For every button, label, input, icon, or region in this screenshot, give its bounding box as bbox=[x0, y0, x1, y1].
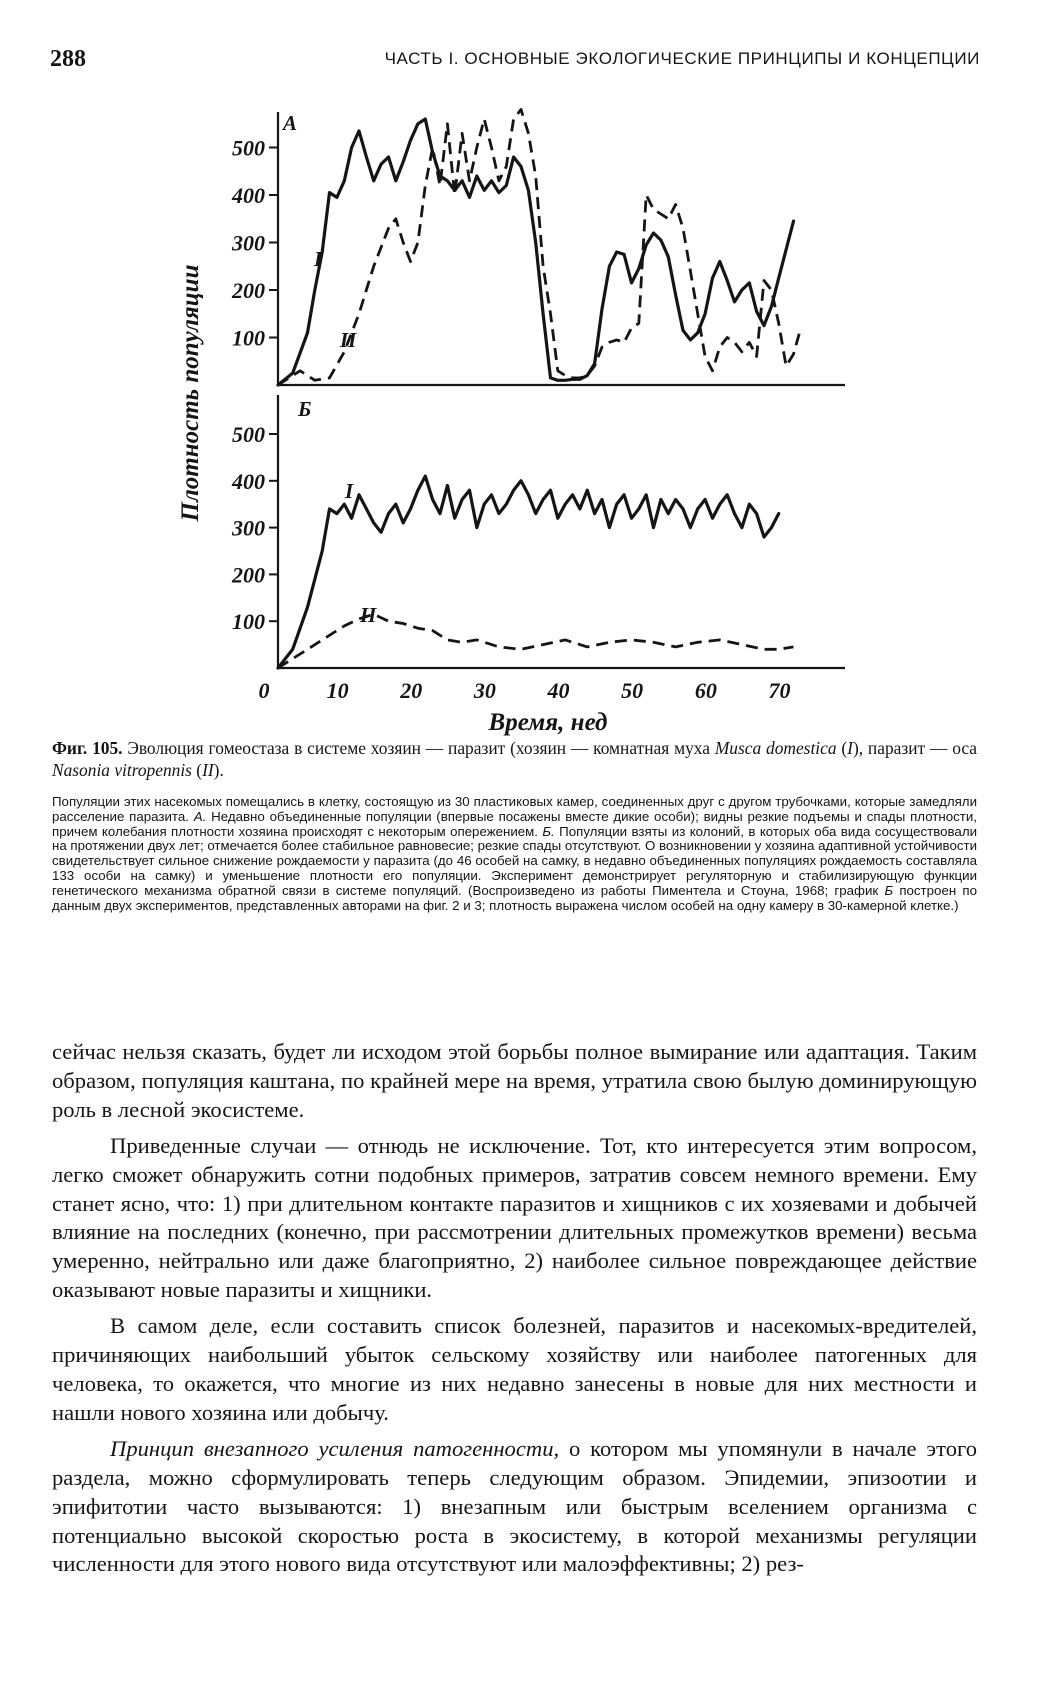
series-label: II bbox=[360, 603, 377, 627]
y-tick-label: 400 bbox=[232, 183, 265, 208]
parasite-species: Nasonia vitropennis bbox=[52, 760, 192, 780]
paragraph: В самом деле, если составить список болезней, паразитов и насекомых-вредителей, причиняющих наибольший убыток сельскому хозяйству или наиболее патогенных для человека, то окажется, что многие из них недавно занесены в новые для них местности и нашли нового хозяина или добычу. bbox=[52, 1313, 977, 1425]
figure-notes bbox=[52, 795, 977, 913]
page-number: 288 bbox=[50, 46, 86, 72]
y-tick-label: 200 bbox=[232, 278, 265, 303]
x-tick-label: 10 bbox=[326, 678, 349, 703]
series-label: I bbox=[314, 247, 323, 271]
panel-label: Б bbox=[298, 397, 312, 421]
notes-panel-ref: Б. bbox=[542, 823, 555, 839]
notes-text: построен по данным двух экспериментов, представленных авторами на фиг. 2 и 3; плотность выражена числом особей на одну камеру в 30-камерной клетке.) bbox=[52, 882, 977, 913]
series-host-line bbox=[278, 476, 779, 668]
notes-text: Недавно объединенные популяции (впервые посажены вместе дикие особи); видны резкие подъемы и спады плотности, причем колебания плотности хозяина происходят с некоторым опережением. bbox=[52, 808, 977, 839]
x-tick-label: 0 bbox=[258, 678, 270, 703]
y-tick-label: 200 bbox=[232, 562, 265, 588]
running-head: ЧАСТЬ I. ОСНОВНЫЕ ЭКОЛОГИЧЕСКИЕ ПРИНЦИПЫ И КОНЦЕПЦИИ bbox=[384, 49, 980, 68]
y-tick-label: 100 bbox=[232, 325, 265, 351]
caption-text: Эволюция гомеостаза в системе хозяин — паразит (хозяин — комнатная муха bbox=[122, 738, 715, 758]
population-chart bbox=[0, 0, 1038, 740]
series-label: I bbox=[345, 479, 354, 503]
paragraph-text: о котором мы упомянули в начале этого раздела, можно сформулировать теперь следующим образом. Эпидемии, эпизоотии и эпифитотии часто вызываются: 1) внезапным или быстрым вселением организма с потенциально высокой скоростью роста в экосистему, в которой механизмы регуляции численности для этого нового вида отсутствуют или малоэффективны; 2) рез- bbox=[52, 1435, 977, 1577]
y-axis-title: Плотность популяции bbox=[177, 264, 204, 522]
caption-text: ( bbox=[191, 760, 203, 780]
paragraph bbox=[52, 1435, 977, 1580]
chart-series bbox=[278, 110, 801, 669]
x-tick-label: 20 bbox=[400, 678, 423, 703]
y-tick-label: 500 bbox=[232, 422, 265, 447]
body-text bbox=[52, 1038, 977, 1579]
paragraph: сейчас нельзя сказать, будет ли исходом этой борьбы полное вымирание или адаптация. Таким образом, популяция каштана, по крайней мере на время, утратила свою былую доминирующую роль в лесной экосистеме. bbox=[52, 1039, 977, 1122]
x-tick-label: 70 bbox=[768, 678, 791, 703]
y-tick-label: 300 bbox=[232, 230, 265, 256]
host-species: Musca domestica bbox=[714, 738, 837, 758]
y-tick-label: 100 bbox=[232, 609, 265, 635]
y-tick-label: 300 bbox=[232, 515, 265, 541]
series-label: II bbox=[340, 328, 357, 352]
x-tick-label: 40 bbox=[547, 678, 570, 703]
caption-text: ), паразит — оса bbox=[852, 738, 977, 758]
notes-panel-ref: А. bbox=[193, 808, 207, 824]
host-roman-label: I bbox=[847, 738, 853, 758]
series-parasite-line bbox=[278, 614, 794, 668]
y-tick-label: 400 bbox=[232, 468, 265, 494]
notes-panel-ref: Б bbox=[884, 882, 894, 898]
paragraph: Приведенные случаи — отнюдь не исключение. Тот, кто интересуется этим вопросом, легко сможет обнаружить сотни подобных примеров, затратив совсем немного времени. Ему станет ясно, что: 1) при длительном контакте паразитов и хищников с их хозяевами и добычей влияние на последних (конечно, при рассмотрении длительных промежутков времени) весьма умеренно, нейтрально или даже благоприятно, 2) наиболее сильное повреждающее действие оказывают новые паразиты и хищники. bbox=[52, 1132, 977, 1303]
figure-label: Фиг. 105. bbox=[52, 738, 123, 758]
x-tick-label: 60 bbox=[694, 678, 717, 703]
caption-text: ). bbox=[213, 760, 224, 780]
x-tick-label: 50 bbox=[621, 678, 644, 703]
principle-term: Принцип внезапного усиления патогенности, bbox=[110, 1435, 560, 1461]
notes-text: Популяции взяты из колоний, в которых оба вида сосуществовали на протяжении двух лет; отмечается более стабильное равновесие; резкие спады отсутствуют. О возникновении у хозяина адаптивной устойчивости свидетельствует сильное снижение рождаемости у паразита (до 46 особей на самку, в недавно объединенных популяциях рождаемость составляла 133 особи на самку) и уменьшение плотности его популяции. Эксперимент демонстрирует регуляторную и стабилизирующую функции генетического механизма обратной связи в системе популяций. (Воспроизведено из работы Пиментела и Стоуна, 1968; график bbox=[52, 823, 978, 898]
series-parasite-line bbox=[278, 110, 801, 386]
chart-axes bbox=[269, 112, 845, 668]
y-tick-label: 500 bbox=[232, 135, 265, 161]
parasite-roman-label: II bbox=[202, 760, 214, 780]
x-axis-title: Время, нед bbox=[488, 709, 608, 736]
figure-caption bbox=[52, 737, 977, 781]
notes-text: Популяции этих насекомых помещались в клетку, состоящую из 30 пластиковых камер, соединенных друг с другом трубочками, которые замедляли расселение паразита. bbox=[52, 794, 977, 824]
caption-text: ( bbox=[836, 738, 848, 758]
panel-label: А bbox=[283, 111, 298, 135]
x-tick-label: 30 bbox=[473, 678, 496, 703]
